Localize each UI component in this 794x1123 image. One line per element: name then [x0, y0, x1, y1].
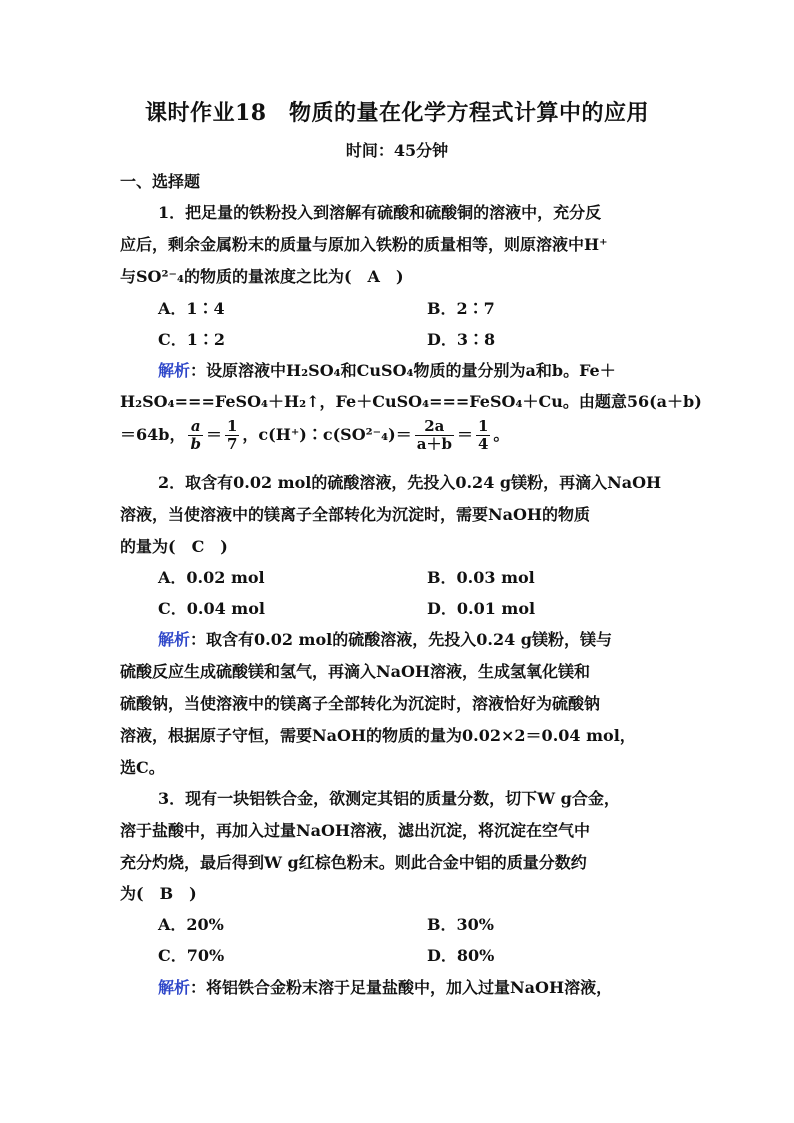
- q3-stem-line-2: 溶于盐酸中，再加入过量NaOH溶液，滤出沉淀，将沉淀在空气中: [120, 821, 591, 840]
- q2-analysis-line-1: [158, 629, 676, 651]
- q1-analysis-line-1: [158, 360, 676, 382]
- q1-analysis-line-3: ＝64b， $\frac{a}{b}$ ＝ $\frac{1}{7}$ ，c(H⁺)∶c(SO²⁻₄)＝ $\frac{2a}{a+b}$ ＝ $\frac{1}{4}$ 。: [120, 417, 510, 453]
- page-title: 课时作业18 物质的量在化学方程式计算中的应用: [144, 100, 650, 126]
- fraction-2a-over-a-plus-b: $\frac{2a}{a+b}$: [416, 417, 452, 453]
- q1-stem-line-2: 应后，剩余金属粉末的质量与原加入铁粉的质量相等，则原溶液中H⁺: [120, 235, 608, 254]
- q3-stem-line-3: 充分灼烧，最后得到W g红棕色粉末。则此合金中铝的质量分数约: [120, 853, 587, 872]
- q1-analysis-line-2: H₂SO₄===FeSO₄＋H₂↑，Fe＋CuSO₄===FeSO₄＋Cu。由题意56(a＋b): [120, 392, 702, 411]
- analysis-text: ，c(H⁺)∶c(SO²⁻₄)＝: [242, 425, 412, 444]
- q3-analysis-line-1: [158, 977, 676, 999]
- q2-option-b: B．0.03 mol: [427, 568, 535, 587]
- q1-stem-line-3: 与SO²⁻₄的物质的量浓度之比为( A ): [120, 267, 404, 286]
- q3-option-a: A．20%: [158, 915, 224, 934]
- q2-option-d: D．0.01 mol: [427, 599, 536, 618]
- fraction-1-over-7: $\frac{1}{7}$: [226, 417, 238, 453]
- time-limit: 时间：45分钟: [345, 141, 449, 160]
- q3-stem-line-4: 为( B ): [120, 884, 197, 903]
- section-heading: 一、选择题: [120, 172, 201, 191]
- q2-analysis-line-2: 硫酸反应生成硫酸镁和氢气，再滴入NaOH溶液，生成氢氧化镁和: [120, 662, 591, 681]
- q2-stem-line-2: 溶液，当使溶液中的镁离子全部转化为沉淀时，需要NaOH的物质: [120, 505, 591, 524]
- q3-option-b: B．30%: [427, 915, 494, 934]
- analysis-text: ：取含有0.02 mol的硫酸溶液，先投入0.24 g镁粉，镁与: [190, 630, 612, 649]
- analysis-text: ＝64b，: [120, 425, 186, 444]
- q2-option-a: A．0.02 mol: [158, 568, 265, 587]
- analysis-label: 解析: [158, 978, 191, 997]
- q2-stem-line-3: 的量为( C ): [120, 537, 228, 556]
- q1-option-b: B．2∶7: [427, 299, 495, 318]
- q3-stem-line-1: 3．现有一块铝铁合金，欲测定其铝的质量分数，切下W g合金，: [158, 789, 620, 808]
- fraction-a-over-b: $\frac{a}{b}$: [190, 417, 201, 453]
- q2-stem-line-1: 2．取含有0.02 mol的硫酸溶液，先投入0.24 g镁粉，再滴入NaOH: [158, 473, 662, 492]
- q2-analysis-line-4: 溶液，根据原子守恒，需要NaOH的物质的量为0.02×2＝0.04 mol，: [120, 726, 636, 745]
- q1-option-d: D．3∶8: [427, 330, 496, 349]
- analysis-label: 解析: [158, 630, 191, 649]
- q1-option-a: A．1∶4: [158, 299, 225, 318]
- q2-analysis-line-3: 硫酸钠，当使溶液中的镁离子全部转化为沉淀时，溶液恰好为硫酸钠: [120, 694, 601, 713]
- analysis-text: ：将铝铁合金粉末溶于足量盐酸中，加入过量NaOH溶液，: [190, 978, 613, 997]
- q3-option-c: C．70%: [158, 946, 225, 965]
- q2-option-c: C．0.04 mol: [158, 599, 265, 618]
- q3-option-d: D．80%: [427, 946, 495, 965]
- analysis-text: ：设原溶液中H₂SO₄和CuSO₄物质的量分别为a和b。Fe＋: [190, 361, 616, 380]
- q2-analysis-line-5: 选C。: [120, 758, 165, 777]
- fraction-1-over-4: $\frac{1}{4}$: [477, 417, 489, 453]
- analysis-label: 解析: [158, 361, 191, 380]
- q1-stem-line-1: 1．把足量的铁粉投入到溶解有硫酸和硫酸铜的溶液中，充分反: [158, 203, 602, 222]
- q1-option-c: C．1∶2: [158, 330, 226, 349]
